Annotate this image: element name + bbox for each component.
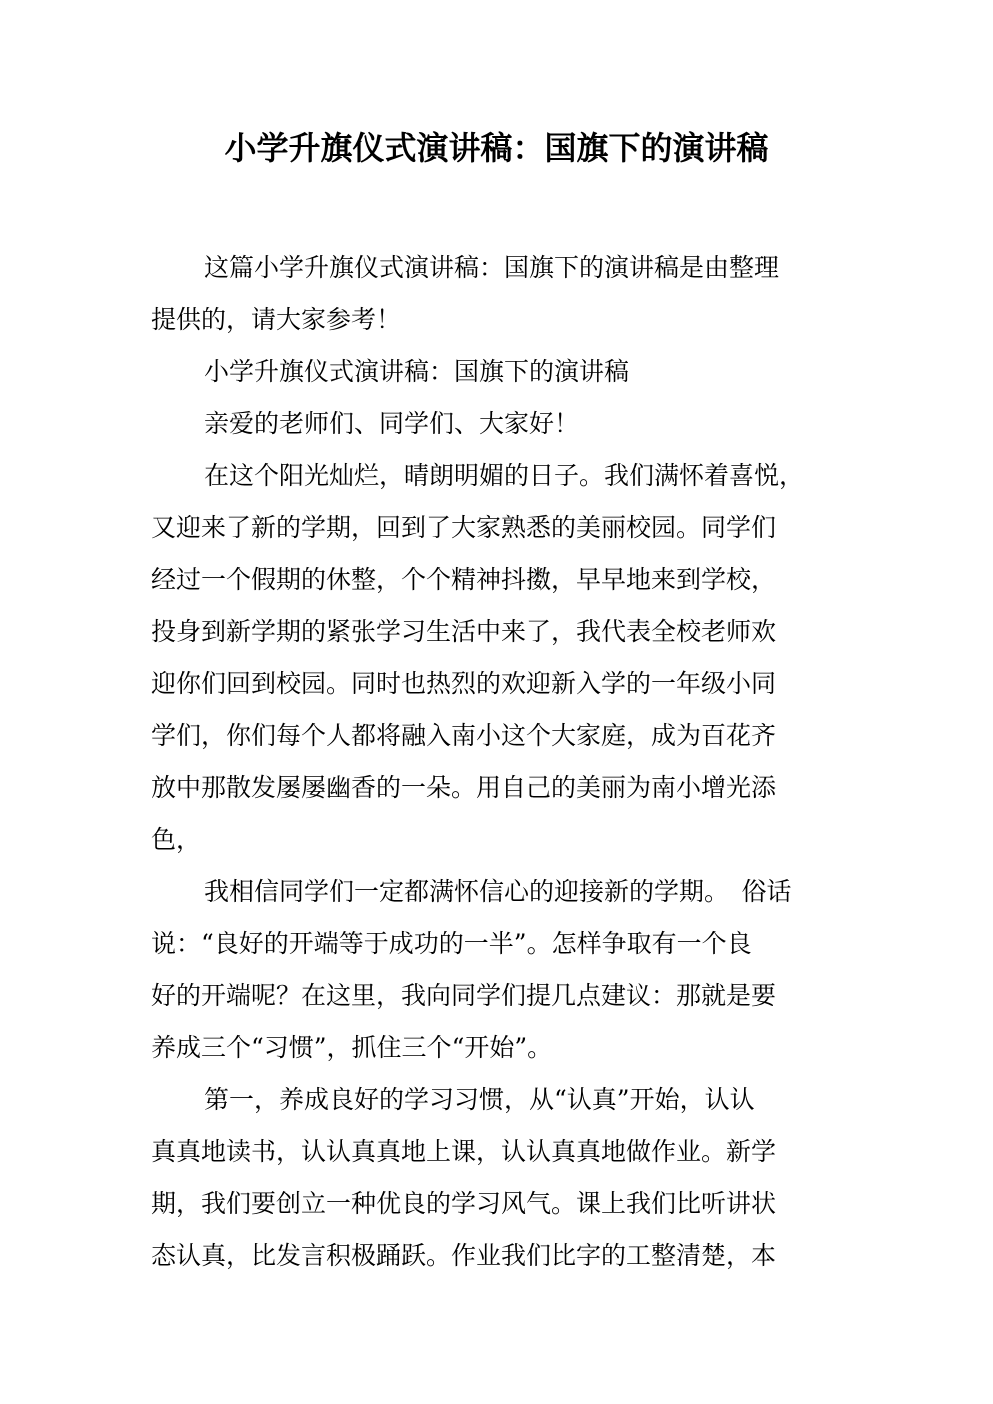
- document-body: [151, 242, 851, 1282]
- paragraph-line: 迎你们回到校园。同时也热烈的欢迎新入学的一年级小同: [151, 669, 777, 698]
- paragraph-line: 经过一个假期的休整，个个精神抖擞，早早地来到学校，: [151, 565, 777, 594]
- paragraph-line: 提供的，请大家参考！: [151, 305, 402, 334]
- paragraph-line: 说：“良好的开端等于成功的一半”。怎样争取有一个良: [151, 929, 752, 958]
- paragraph-line: 放中那散发屡屡幽香的一朵。用自己的美丽为南小增光添: [151, 773, 777, 802]
- paragraph-line: 又迎来了新的学期，回到了大家熟悉的美丽校园。同学们: [151, 513, 777, 542]
- paragraph-line: 期，我们要创立一种优良的学习风气。课上我们比听讲状: [151, 1189, 777, 1218]
- paragraph-line: 真真地读书，认认真真地上课，认认真真地做作业。新学: [151, 1137, 777, 1166]
- paragraph-line: 好的开端呢？在这里，我向同学们提几点建议：那就是要: [151, 981, 777, 1010]
- paragraph-line: 态认真，比发言积极踊跃。作业我们比字的工整清楚，本: [151, 1241, 777, 1270]
- paragraph-line: 养成三个“习惯”，抓住三个“开始”。: [151, 1033, 553, 1062]
- paragraph-line: 色，: [151, 825, 202, 854]
- paragraph-line: 学们，你们每个人都将融入南小这个大家庭，成为百花齐: [151, 721, 777, 750]
- paragraph-line: 小学升旗仪式演讲稿：国旗下的演讲稿: [204, 357, 630, 386]
- paragraph-line: 第一，养成良好的学习习惯，从“认真”开始，认认: [204, 1085, 755, 1114]
- paragraph-line: 亲爱的老师们、同学们、大家好！: [204, 409, 580, 438]
- paragraph-line: 我相信同学们一定都满怀信心的迎接新的学期。 俗话: [204, 877, 792, 906]
- paragraph-line: 投身到新学期的紧张学习生活中来了，我代表全校老师欢: [151, 617, 777, 646]
- paragraph-line: 在这个阳光灿烂，晴朗明媚的日子。我们满怀着喜悦，: [204, 461, 805, 490]
- page-title: 小学升旗仪式演讲稿：国旗下的演讲稿: [224, 129, 769, 167]
- paragraph-line: 这篇小学升旗仪式演讲稿：国旗下的演讲稿是由整理: [204, 253, 780, 282]
